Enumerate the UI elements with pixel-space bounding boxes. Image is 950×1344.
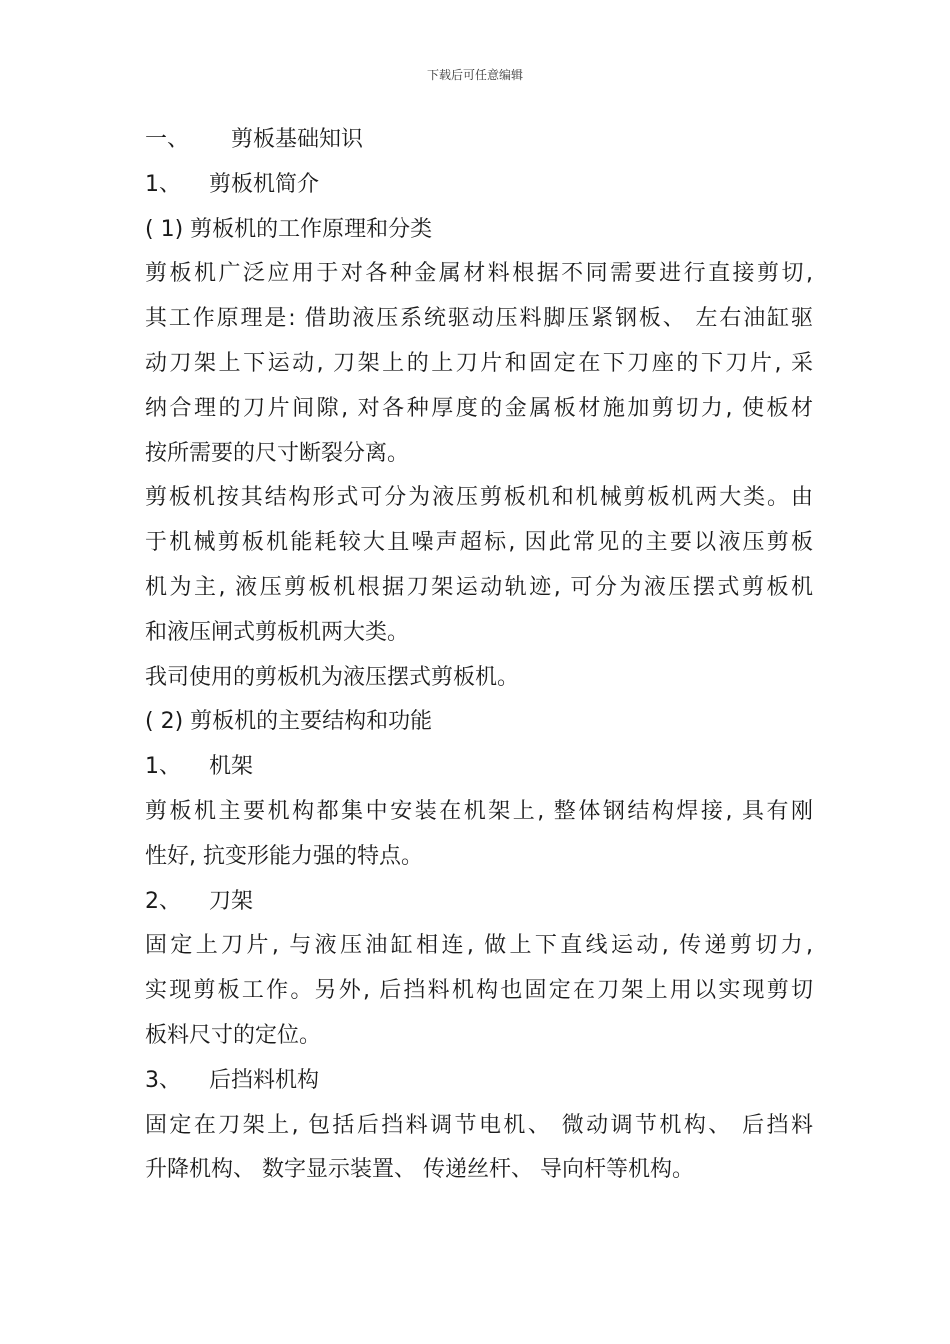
paragraph-line: 纳合理的刀片间隙, 对各种厚度的金属板材施加剪切力, 使板材	[145, 395, 813, 421]
paragraph-frame	[145, 790, 813, 880]
paragraph-line: 机为主, 液压剪板机根据刀架运动轨迹, 可分为液压摆式剪板机	[145, 574, 813, 600]
heading-level-1	[145, 118, 813, 163]
section-title: 后挡料机构	[209, 1067, 320, 1093]
paragraph-classification	[145, 476, 813, 655]
paragraph-line: 剪板机广泛应用于对各种金属材料根据不同需要进行直接剪切,	[145, 261, 813, 287]
paragraph-tool-holder	[145, 924, 813, 1058]
paragraph-principle	[145, 252, 813, 476]
section-number: 1、	[145, 754, 181, 780]
paragraph-line: 按所需要的尺寸断裂分离。	[145, 440, 410, 466]
heading-level-2	[145, 163, 813, 208]
heading-number: 1、	[145, 171, 181, 197]
paragraph-line: 实现剪板工作。另外, 后挡料机构也固定在刀架上用以实现剪切	[145, 978, 813, 1004]
section-number: 3、	[145, 1067, 181, 1093]
heading-number: 一、	[145, 127, 190, 152]
paragraph-line: 动刀架上下运动, 刀架上的上刀片和固定在下刀座的下刀片, 采	[145, 350, 813, 376]
section-title: 刀架	[209, 888, 254, 914]
section-number: 2、	[145, 888, 181, 914]
paragraph-line: 板料尺寸的定位。	[145, 1022, 322, 1048]
paragraph-line: 固定上刀片, 与液压油缸相连, 做上下直线运动, 传递剪切力,	[145, 933, 813, 959]
paragraph-line: 性好, 抗变形能力强的特点。	[145, 843, 423, 869]
paragraph-line: 剪板机按其结构形式可分为液压剪板机和机械剪板机两大类。由	[145, 485, 813, 511]
document-body	[145, 118, 813, 1193]
subheading-structure-function: ( 2) 剪板机的主要结构和功能	[145, 709, 433, 735]
section-tool-holder-heading	[145, 880, 813, 925]
paragraph-line: 升降机构、 数字显示装置、 传递丝杆、 导向杆等机构。	[145, 1157, 694, 1183]
paragraph-company-usage: 我司使用的剪板机为液压摆式剪板机。	[145, 664, 520, 690]
section-title: 机架	[209, 754, 254, 780]
heading-text: 剪板基础知识	[231, 127, 364, 152]
heading-text: 剪板机简介	[209, 171, 320, 197]
paragraph-backgauge	[145, 1104, 813, 1194]
paragraph-line: 于机械剪板机能耗较大且噪声超标, 因此常见的主要以液压剪板	[145, 530, 813, 556]
paragraph-line: 其工作原理是: 借助液压系统驱动压料脚压紧钢板、 左右油缸驱	[145, 306, 813, 332]
section-frame-heading	[145, 745, 813, 790]
paragraph-line: 固定在刀架上, 包括后挡料调节电机、 微动调节机构、 后挡料	[145, 1112, 813, 1138]
paragraph-line: 和液压闸式剪板机两大类。	[145, 619, 410, 645]
subheading-working-principle: ( 1) 剪板机的工作原理和分类	[145, 216, 433, 242]
page-header-note: 下载后可任意编辑	[426, 68, 523, 82]
section-backgauge-heading	[145, 1059, 813, 1104]
paragraph-line: 剪板机主要机构都集中安装在机架上, 整体钢结构焊接, 具有刚	[145, 798, 813, 824]
